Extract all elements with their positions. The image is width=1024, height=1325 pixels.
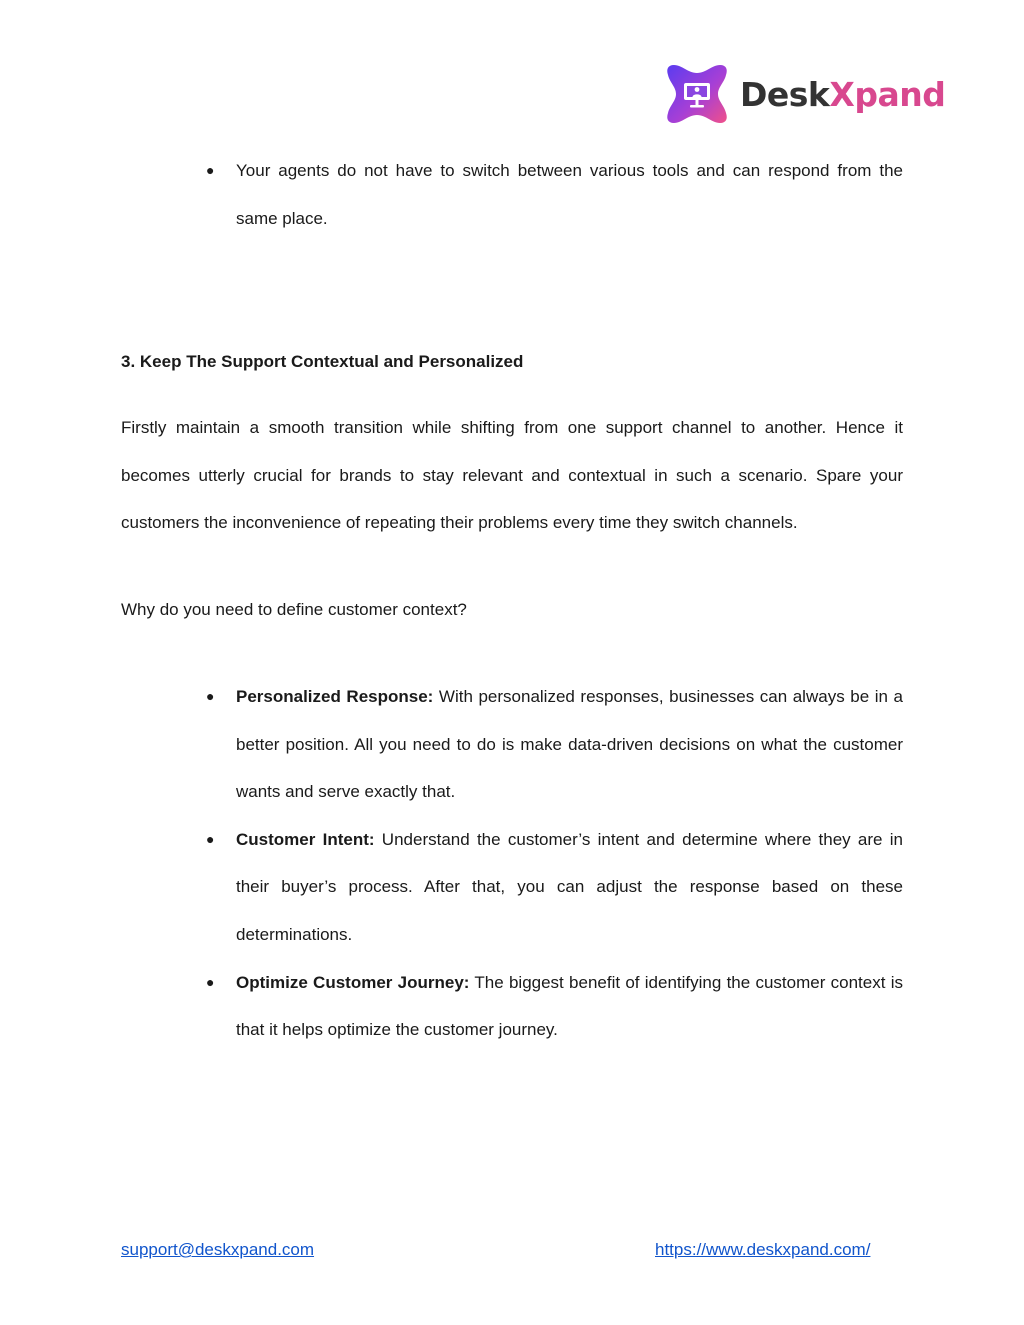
bullet-title: Personalized Response: [236,687,434,706]
list-item [206,816,903,959]
brand-name-part1: Desk [740,74,830,114]
section-heading: 3. Keep The Support Contextual and Personalized [121,352,524,371]
bullet-dot-icon: ● [206,162,215,178]
brand-wordmark [740,74,946,114]
bullet-text: With personalized responses, businesses can always be in a better position. All you need to do is make data-driven decisions on what the customer wants and serve exactly that. [236,687,903,802]
bullet-text: The biggest benefit of identifying the customer context is that it helps optimize the customer journey. [236,972,903,1040]
bullet-text: Understand the customer’s intent and determine where they are in their buyer’s process. After that, you can adjust the response based on these determinations. [236,829,904,944]
brand-logo [664,60,945,128]
context-bullet-list [206,673,903,1054]
bullet-title: Optimize Customer Journey: [236,972,470,992]
section-paragraph: Firstly maintain a smooth transition while shifting from one support channel to another. Hence it becomes utterly crucial for brands to stay relevant and contextual in such a scenario. Spare your customers the inconvenience of repeating their problems every time they switch channels. [121,418,903,533]
bullet-text: Your agents do not have to switch between various tools and can respond from the same place. [236,161,903,228]
brand-name-part2: Xpand [829,74,946,114]
list-item [206,673,903,816]
footer-website-link[interactable]: https://www.deskxpand.com/ [655,1240,871,1259]
bullet-dot-icon: ● [206,973,215,990]
top-bullet-list [206,147,903,242]
deskxpand-logo-icon [664,61,730,127]
section-question: Why do you need to define customer context? [121,600,467,619]
list-item [206,147,903,242]
list-item [206,959,903,1054]
bullet-dot-icon: ● [206,830,215,847]
bullet-title: Customer Intent: [236,829,375,849]
footer-email-link[interactable]: support@deskxpand.com [121,1240,315,1259]
bullet-dot-icon: ● [206,688,215,704]
